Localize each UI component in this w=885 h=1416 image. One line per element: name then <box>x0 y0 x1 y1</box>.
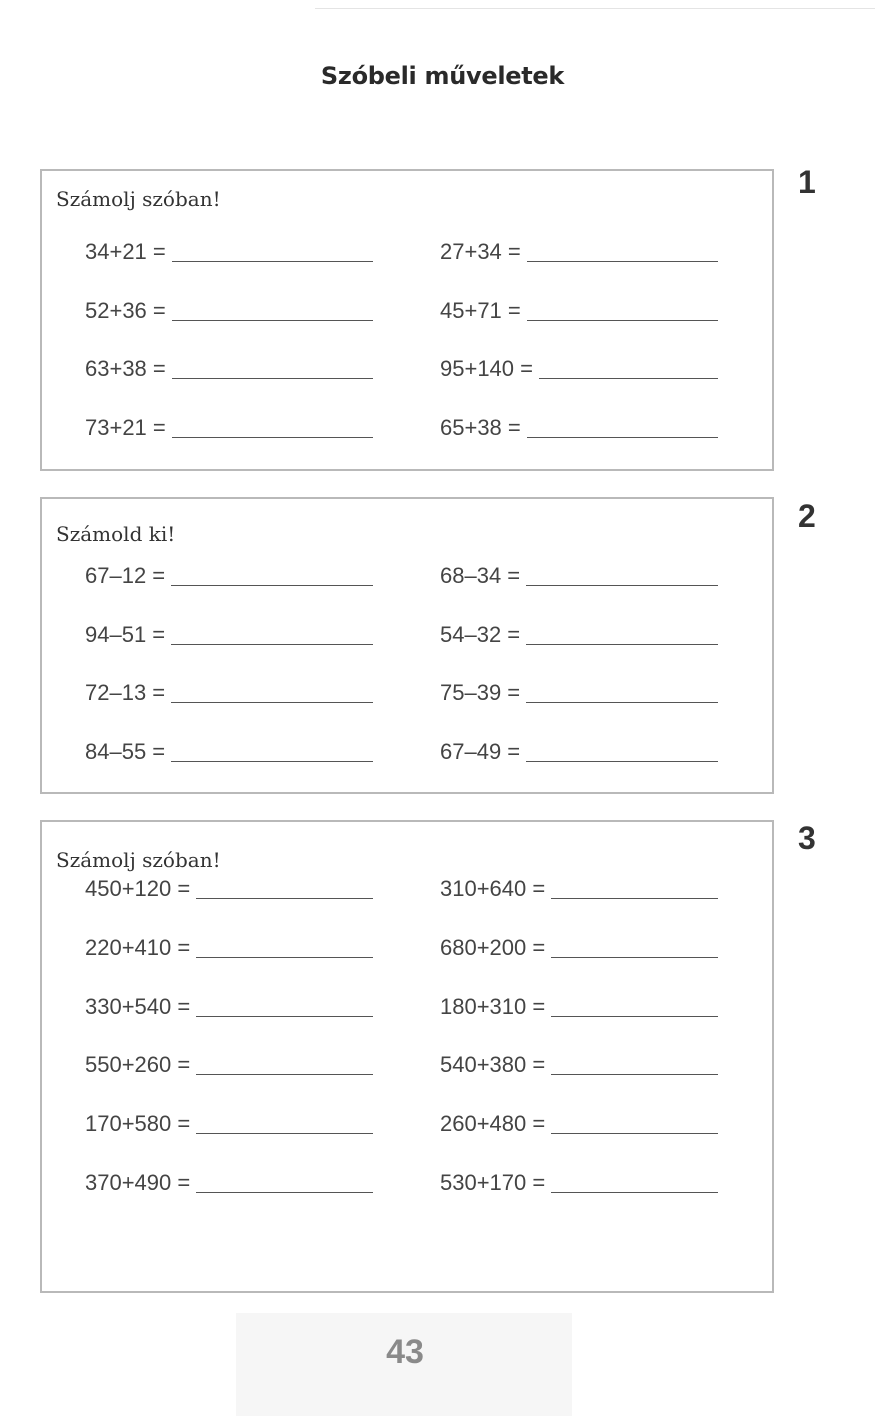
exercise-1-number: 1 <box>798 164 816 200</box>
answer-blank[interactable] <box>172 261 373 262</box>
answer-blank[interactable] <box>171 585 373 586</box>
answer-blank[interactable] <box>196 1133 373 1134</box>
problem-item <box>440 872 718 902</box>
problem-item <box>440 931 718 961</box>
problem-expression: 75–39 = <box>440 680 521 706</box>
answer-blank[interactable] <box>196 1192 373 1193</box>
problem-item <box>85 990 373 1020</box>
page-title: Szóbeli műveletek <box>320 62 565 90</box>
problem-item <box>85 294 373 324</box>
exercise-1-problems <box>42 171 772 469</box>
problem-item <box>85 618 373 648</box>
problem-expression: 170+580 = <box>85 1111 191 1137</box>
answer-blank[interactable] <box>551 1133 718 1134</box>
answer-blank[interactable] <box>527 261 718 262</box>
problem-item <box>440 235 718 265</box>
problem-expression: 73+21 = <box>85 415 166 441</box>
problem-item <box>85 352 373 382</box>
problem-expression: 220+410 = <box>85 934 191 960</box>
answer-blank[interactable] <box>526 585 718 586</box>
problem-expression: 67–12 = <box>85 563 166 588</box>
exercise-1-box <box>40 169 774 471</box>
page-number: 43 <box>386 1333 424 1371</box>
problem-item <box>440 990 718 1020</box>
problem-item <box>440 1048 718 1078</box>
problem-item <box>85 559 373 589</box>
answer-blank[interactable] <box>172 437 373 438</box>
answer-blank[interactable] <box>526 761 718 762</box>
answer-blank[interactable] <box>551 898 718 899</box>
problem-item <box>440 676 718 706</box>
answer-blank[interactable] <box>551 1074 718 1075</box>
answer-blank[interactable] <box>171 644 373 645</box>
answer-blank[interactable] <box>196 898 373 899</box>
problem-item <box>440 559 718 589</box>
problem-expression: 84–55 = <box>85 739 166 765</box>
problem-item <box>440 411 718 441</box>
problem-expression: 52+36 = <box>85 297 166 323</box>
problem-item <box>85 411 373 441</box>
problem-expression: 72–13 = <box>85 680 166 706</box>
answer-blank[interactable] <box>526 702 718 703</box>
problem-expression: 65+38 = <box>440 415 521 441</box>
problem-item <box>85 872 373 902</box>
problem-expression: 68–34 = <box>440 563 521 588</box>
problem-item <box>85 1107 373 1137</box>
problem-expression: 310+640 = <box>440 876 546 901</box>
problem-item <box>85 1048 373 1078</box>
problem-item <box>85 931 373 961</box>
problem-expression: 67–49 = <box>440 739 521 765</box>
exercise-2-problems <box>42 499 772 792</box>
answer-blank[interactable] <box>196 1074 373 1075</box>
exercise-2-box <box>40 497 774 794</box>
answer-blank[interactable] <box>527 437 718 438</box>
problem-item <box>440 352 718 382</box>
answer-blank[interactable] <box>172 378 373 379</box>
answer-blank[interactable] <box>526 644 718 645</box>
problem-item <box>440 1107 718 1137</box>
exercise-3-instruction: Számolj szóban! <box>56 848 221 872</box>
problem-expression: 450+120 = <box>85 876 191 901</box>
problem-item <box>440 1166 718 1196</box>
exercise-3-number: 3 <box>798 820 816 856</box>
exercise-3-box <box>40 820 774 1293</box>
problem-expression: 34+21 = <box>85 239 166 264</box>
problem-item <box>85 235 373 265</box>
answer-blank[interactable] <box>551 1192 718 1193</box>
exercise-3-problems <box>42 822 772 1291</box>
answer-blank[interactable] <box>172 320 373 321</box>
problem-expression: 540+380 = <box>440 1052 546 1078</box>
answer-blank[interactable] <box>196 1016 373 1017</box>
problem-item <box>440 618 718 648</box>
problem-expression: 27+34 = <box>440 239 521 264</box>
exercise-1-instruction: Számolj szóban! <box>56 187 221 211</box>
problem-expression: 260+480 = <box>440 1111 546 1137</box>
problem-item <box>440 294 718 324</box>
problem-expression: 94–51 = <box>85 621 166 647</box>
answer-blank[interactable] <box>551 1016 718 1017</box>
problem-item <box>85 676 373 706</box>
answer-blank[interactable] <box>539 378 718 379</box>
answer-blank[interactable] <box>551 957 718 958</box>
problem-expression: 370+490 = <box>85 1170 191 1195</box>
problem-expression: 530+170 = <box>440 1170 546 1195</box>
problem-expression: 550+260 = <box>85 1052 191 1078</box>
problem-expression: 180+310 = <box>440 993 546 1019</box>
problem-expression: 63+38 = <box>85 356 166 382</box>
problem-expression: 95+140 = <box>440 356 533 382</box>
answer-blank[interactable] <box>527 320 718 321</box>
answer-blank[interactable] <box>171 702 373 703</box>
problem-item <box>85 1166 373 1196</box>
problem-expression: 330+540 = <box>85 993 191 1019</box>
answer-blank[interactable] <box>171 761 373 762</box>
exercise-2-instruction: Számold ki! <box>56 522 176 546</box>
problem-expression: 45+71 = <box>440 297 521 323</box>
top-divider <box>315 8 875 9</box>
answer-blank[interactable] <box>196 957 373 958</box>
exercise-2-number: 2 <box>798 498 816 534</box>
problem-item <box>85 735 373 765</box>
problem-item <box>440 735 718 765</box>
problem-expression: 54–32 = <box>440 621 521 647</box>
problem-expression: 680+200 = <box>440 934 546 960</box>
